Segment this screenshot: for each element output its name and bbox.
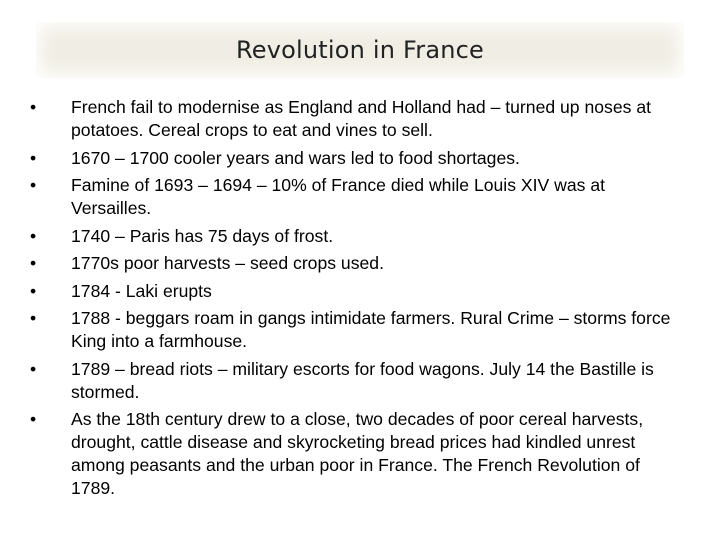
bullet-item [30, 174, 680, 220]
bullet-icon: • [30, 308, 37, 328]
bullet-text: 1770s poor harvests – seed crops used. [71, 253, 384, 273]
bullet-text: Famine of 1693 – 1694 – 10% of France died while Louis XIV was at Versailles. [71, 175, 605, 218]
bullet-text: 1784 - Laki erupts [71, 280, 212, 301]
bullet-text: As the 18th century drew to a close, two decades of poor cereal harvests, drought, cattle disease and skyrocketing bread prices had kindled unrest among peasants and the urban poor in France. The French Revolution of 1789. [71, 409, 644, 498]
bullet-icon: • [30, 280, 37, 301]
bullet-text: 1789 – bread riots – military escorts for food wagons. July 14 the Bastille is stormed. [71, 358, 654, 402]
slide-title: Revolution in France [235, 36, 485, 64]
bullet-item [30, 307, 680, 353]
bullet-icon: • [30, 147, 37, 168]
bullet-text: 1788 - beggars roam in gangs intimidate farmers. Rural Crime – storms force King into a farmhouse. [71, 308, 671, 351]
bullet-item [30, 252, 680, 275]
bullet-item [30, 96, 680, 142]
bullet-item [30, 408, 680, 500]
bullet-icon: • [30, 409, 37, 429]
bullet-item [30, 358, 680, 404]
bullet-item [30, 147, 680, 170]
bullet-icon: • [30, 358, 37, 379]
title-band [36, 22, 684, 78]
bullet-text: French fail to modernise as England and Holland had – turned up noses at potatoes. Cereal crops to eat and vines to sell. [71, 97, 651, 140]
bullet-icon: • [30, 225, 37, 246]
bullet-item [30, 280, 680, 303]
bullet-icon: • [30, 97, 37, 117]
bullet-icon: • [30, 175, 37, 195]
bullet-icon: • [30, 253, 37, 273]
bullet-list [30, 96, 680, 505]
bullet-item [30, 225, 680, 248]
bullet-text: 1670 – 1700 cooler years and wars led to food shortages. [71, 147, 520, 168]
bullet-text: 1740 – Paris has 75 days of frost. [71, 225, 334, 246]
